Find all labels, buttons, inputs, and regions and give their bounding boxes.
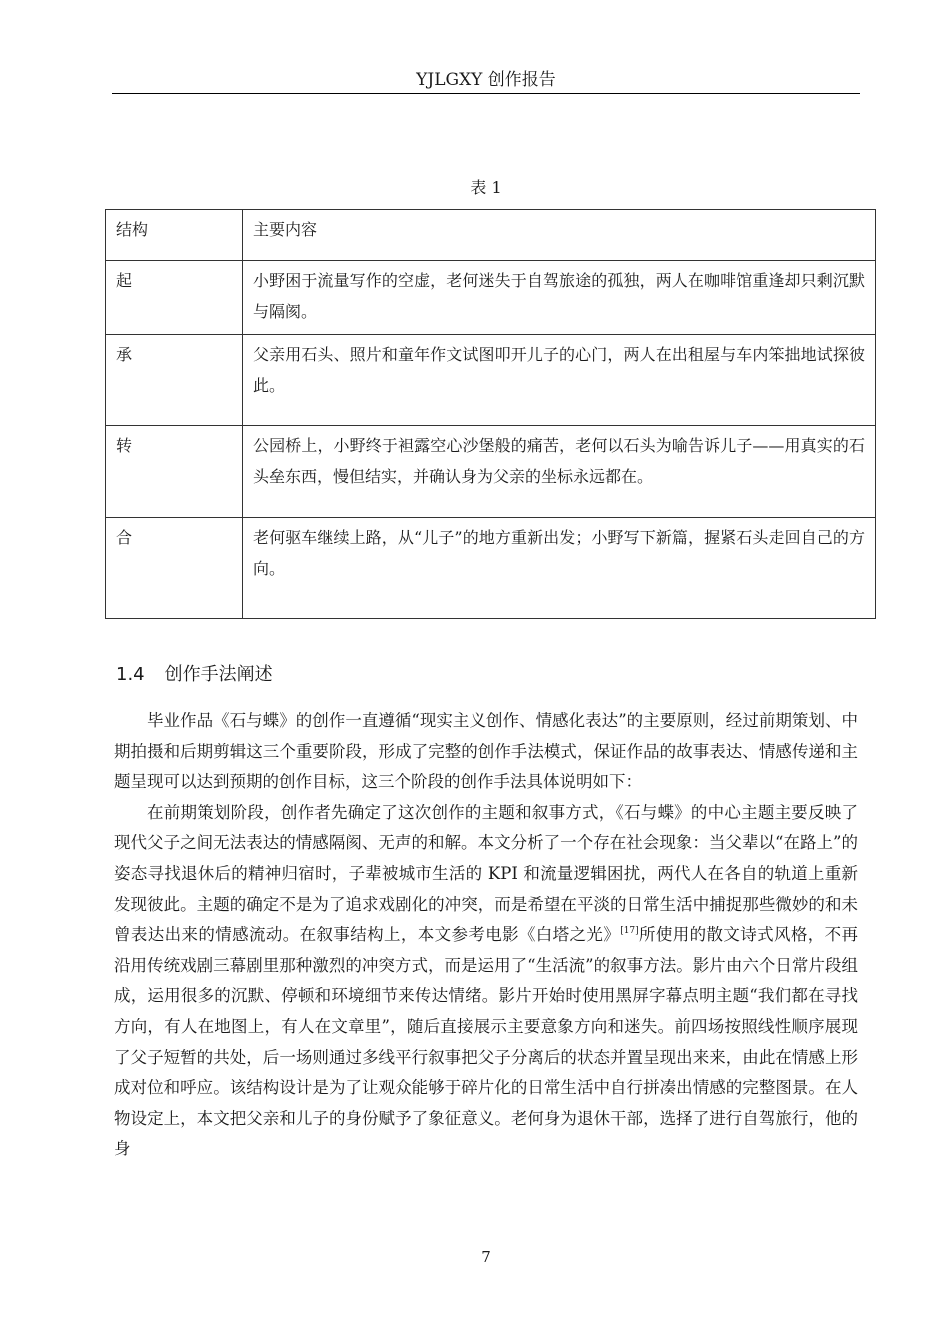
table-cell-content: 公园桥上，小野终于袒露空心沙堡般的痛苦，老何以石头为喻告诉儿子——用真实的石头垒东西，慢但结实，并确认身为父亲的坐标永远都在。 — [243, 426, 876, 518]
table-row — [106, 335, 876, 426]
section-heading — [116, 663, 273, 687]
table-cell-content: 老何驱车继续上路，从“儿子”的地方重新出发；小野写下新篇，握紧石头走回自己的方向。 — [243, 518, 876, 619]
table-caption: 表 1 — [470, 178, 502, 197]
table-cell-stage: 承 — [106, 335, 243, 426]
body-text — [114, 706, 858, 1165]
table-cell-stage: 转 — [106, 426, 243, 518]
table-row — [106, 426, 876, 518]
table-cell-stage: 起 — [106, 261, 243, 335]
section-number: 1.4 — [116, 664, 145, 685]
paragraph-text: 所使用的散文诗式风格，不再沿用传统戏剧三幕剧里那种激烈的冲突方式，而是运用了“生活流”的叙事方法。影片由六个日常片段组成，运用很多的沉默、停顿和环境细节来传达情绪。影片开始时使用黑屏字幕点明主题“我们都在寻找方向，有人在地图上，有人在文章里”，随后直接展示主要意象方向和迷失。前四场按照线性顺序展现了父子短暂的共处，后一场则通过多线平行叙事把父子分离后的状态并置呈现出来来，由此在情感上形成对位和呼应。该结构设计是为了让观众能够于碎片化的日常生活中自行拼凑出情感的完整图景。在人物设定上，本文把父亲和儿子的身份赋予了象征意义。老何身为退休干部，选择了进行自驾旅行，他的身 — [114, 925, 859, 1159]
table-header-structure: 结构 — [106, 210, 243, 261]
page-header: YJLGXY 创作报告 — [416, 70, 556, 90]
citation-marker: [17] — [620, 926, 639, 937]
table-cell-content: 小野困于流量写作的空虚，老何迷失于自驾旅途的孤独，两人在咖啡馆重逢却只剩沉默与隔阂。 — [243, 261, 876, 335]
structure-table — [105, 209, 876, 619]
table-header-content: 主要内容 — [243, 210, 876, 261]
table-cell-content: 父亲用石头、照片和童年作文试图叩开儿子的心门，两人在出租屋与车内笨拙地试探彼此。 — [243, 335, 876, 426]
section-title: 创作手法阐述 — [164, 664, 273, 685]
paragraph-text: 在前期策划阶段，创作者先确定了这次创作的主题和叙事方式，《石与蝶》的中心主题主要反映了现代父子之间无法表达的情感隔阂、无声的和解。本文分析了一个存在社会现象：当父辈以“在路上”的姿态寻找退休后的精神归宿时，子辈被城市生活的 KPI 和流量逻辑困扰，两代人在各自的轨道上重新发现彼此。主题的确定不是为了追求戏剧化的冲突，而是希望在平淡的日常生活中捕捉那些微妙的和未曾表达出来的情感流动。在叙事结构上，本文参考电影《白塔之光》 — [114, 802, 858, 945]
table-cell-stage: 合 — [106, 518, 243, 619]
table-header-row — [106, 210, 876, 261]
page-number: 7 — [481, 1248, 491, 1266]
paragraph-intro: 毕业作品《石与蝶》的创作一直遵循“现实主义创作、情感化表达”的主要原则，经过前期策划、中期拍摄和后期剪辑这三个重要阶段，形成了完整的创作手法模式，保证作品的故事表达、情感传递和主题呈现可以达到预期的创作目标，这三个阶段的创作手法具体说明如下： — [114, 711, 858, 792]
paragraph-planning — [114, 798, 858, 1165]
header-divider — [112, 93, 860, 94]
table-row — [106, 261, 876, 335]
table-row — [106, 518, 876, 619]
